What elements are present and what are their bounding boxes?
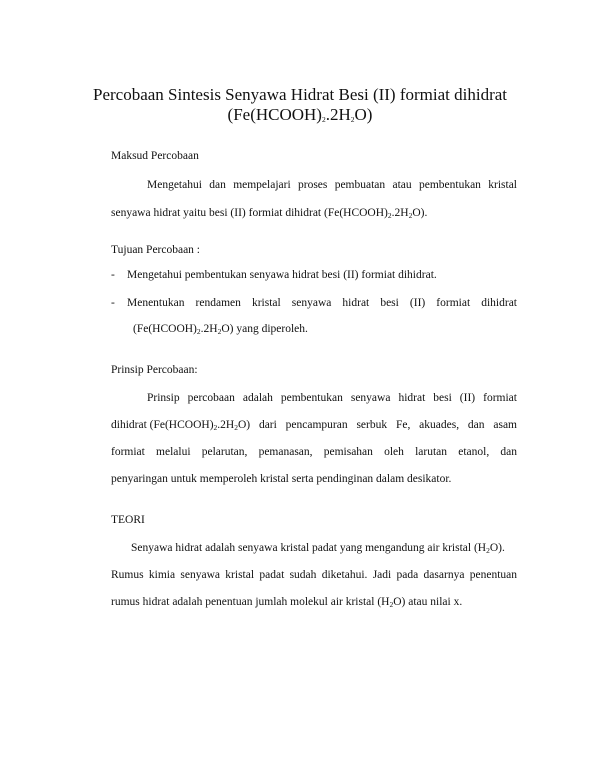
section-heading-tujuan: Tujuan Percobaan : bbox=[111, 244, 201, 256]
prinsip-subscript: 2 bbox=[213, 423, 218, 432]
tujuan-bullet-2: - bbox=[111, 297, 115, 309]
teori-text: O). bbox=[489, 542, 505, 554]
document-title-line1: Percobaan Sintesis Senyawa Hidrat Besi (II) formiat dihidrat bbox=[92, 85, 508, 104]
teori-subscript: 2 bbox=[486, 546, 490, 555]
prinsip-line-2 bbox=[111, 418, 517, 432]
maksud-subscript: 2 bbox=[408, 211, 413, 220]
maksud-subscript: 2 bbox=[387, 211, 392, 220]
prinsip-formula bbox=[111, 418, 238, 432]
prinsip-subscript: 2 bbox=[234, 423, 238, 432]
teori-subscript: 2 bbox=[389, 600, 394, 609]
prinsip-text: O) dari pencampuran serbuk Fe, akuades, dan asam bbox=[237, 419, 517, 431]
tujuan-text: O) yang diperoleh. bbox=[221, 323, 308, 335]
tujuan-subscript: 2 bbox=[217, 327, 222, 336]
teori-line-1 bbox=[131, 541, 505, 555]
prinsip-text: dihidrat (Fe(HCOOH) bbox=[111, 419, 214, 431]
maksud-text: senyawa hidrat yaitu besi (II) formiat dihidrat (Fe(HCOOH) bbox=[111, 207, 388, 219]
teori-line-3 bbox=[111, 595, 462, 609]
title-formula-part: .2H bbox=[325, 105, 351, 124]
title-formula-part: O) bbox=[354, 105, 373, 124]
teori-text: O) atau nilai x. bbox=[393, 596, 463, 608]
teori-text: rumus hidrat adalah penentuan jumlah molekul air kristal (H bbox=[111, 596, 390, 608]
prinsip-line-1: Prinsip percobaan adalah pembentukan senyawa hidrat besi (II) formiat bbox=[147, 392, 517, 404]
maksud-line-1: Mengetahui dan mempelajari proses pembuatan atau pembentukan kristal bbox=[147, 179, 517, 191]
tujuan-item-1: Mengetahui pembentukan senyawa hidrat besi (II) formiat dihidrat. bbox=[127, 269, 437, 281]
title-formula-subscript: 2 bbox=[321, 115, 326, 124]
tujuan-text: (Fe(HCOOH) bbox=[133, 323, 197, 335]
section-heading-maksud: Maksud Percobaan bbox=[111, 150, 199, 162]
title-formula-part: (Fe(HCOOH) bbox=[227, 105, 322, 124]
tujuan-subscript: 2 bbox=[196, 327, 201, 336]
maksud-line-2 bbox=[111, 206, 427, 220]
maksud-text: O). bbox=[412, 207, 428, 219]
title-formula-subscript: 2 bbox=[350, 115, 355, 124]
tujuan-text: .2H bbox=[200, 323, 218, 335]
maksud-text: .2H bbox=[391, 207, 409, 219]
tujuan-item-2-line-2 bbox=[133, 322, 308, 336]
prinsip-text: .2H bbox=[217, 419, 235, 431]
section-heading-teori: TEORI bbox=[111, 514, 145, 526]
document-title-formula bbox=[60, 104, 540, 126]
teori-text: Senyawa hidrat adalah senyawa kristal padat yang mengandung air kristal (H bbox=[131, 542, 487, 554]
tujuan-bullet-1: - bbox=[111, 269, 115, 281]
prinsip-line-3: formiat melalui pelarutan, pemanasan, pemisahan oleh larutan etanol, dan bbox=[111, 446, 517, 458]
section-heading-prinsip: Prinsip Percobaan: bbox=[111, 364, 198, 376]
tujuan-item-2-line-1: Menentukan rendamen kristal senyawa hidrat besi (II) formiat dihidrat bbox=[127, 297, 517, 309]
prinsip-line-4: penyaringan untuk memperoleh kristal serta pendinginan dalam desikator. bbox=[111, 473, 452, 485]
teori-line-2: Rumus kimia senyawa kristal padat sudah diketahui. Jadi pada dasarnya penentuan bbox=[111, 569, 517, 581]
